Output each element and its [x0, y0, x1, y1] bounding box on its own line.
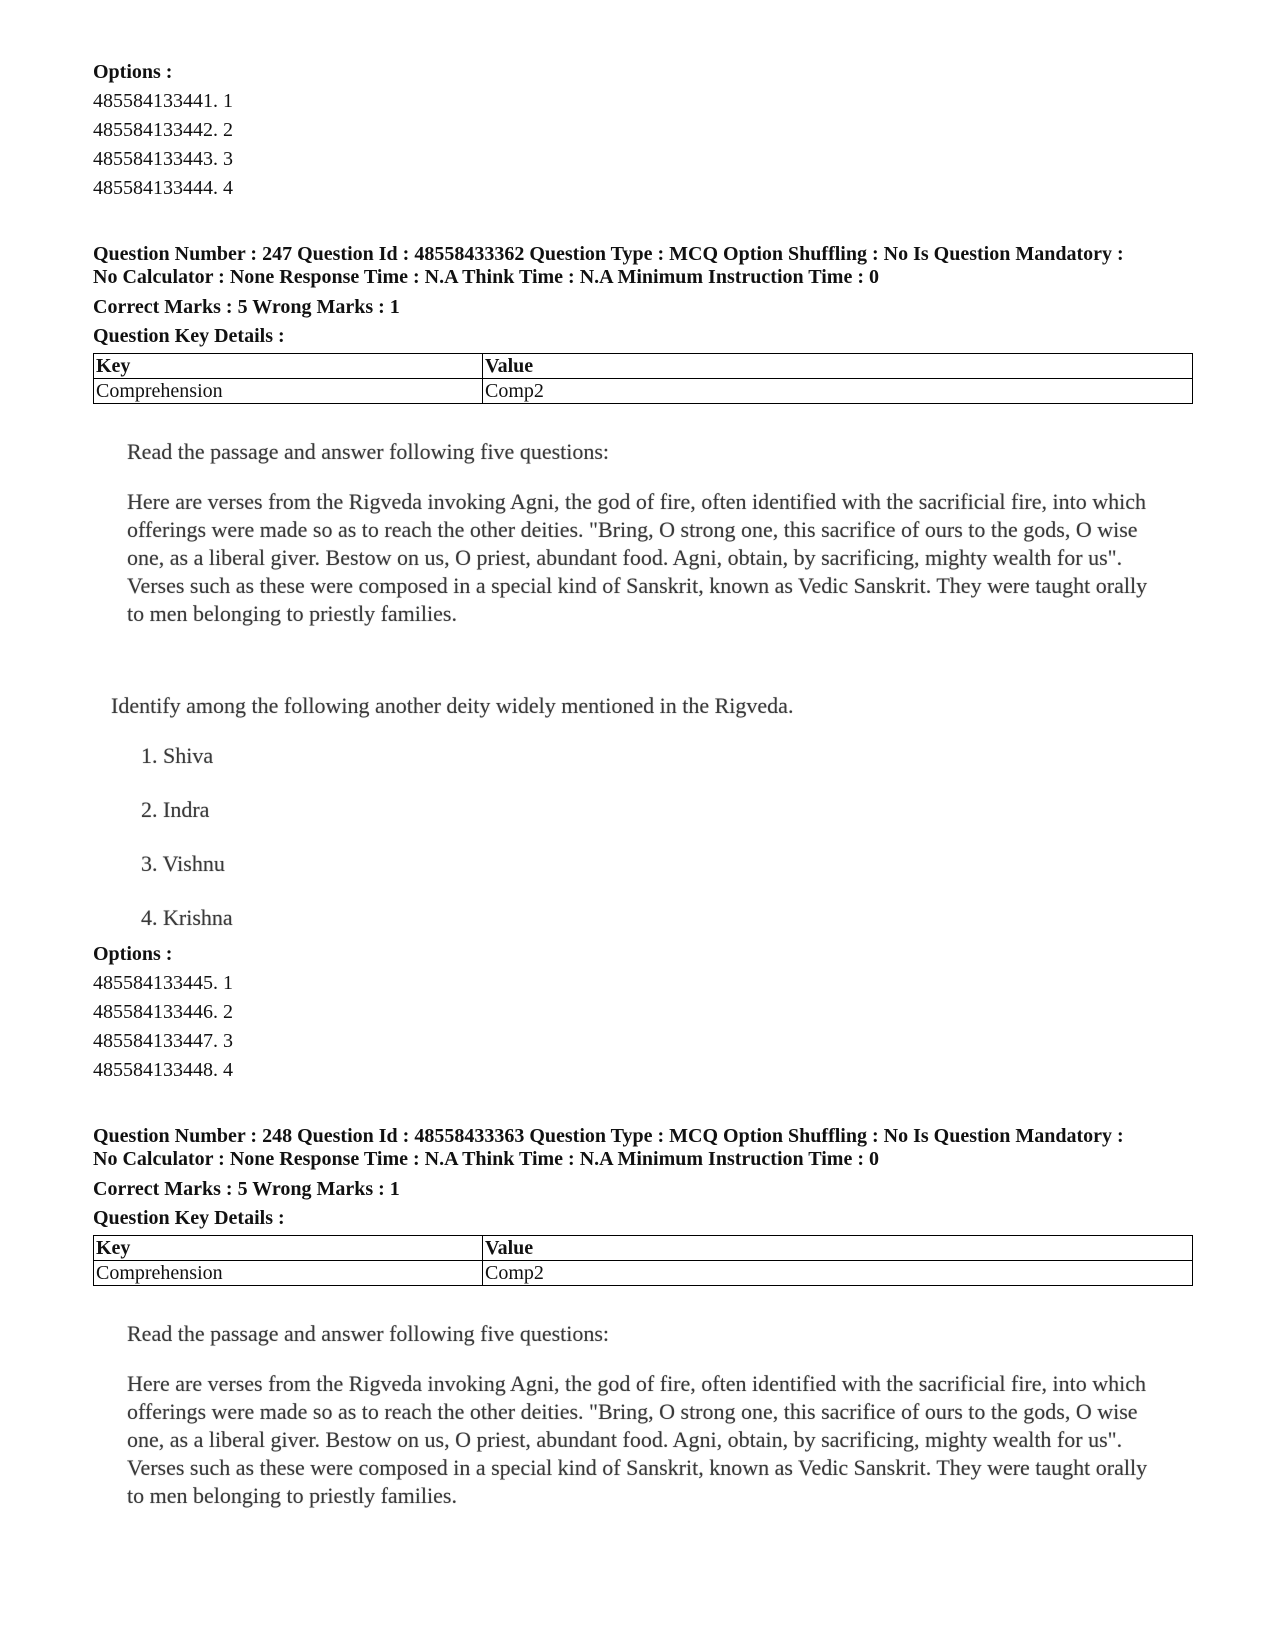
options-label: Options : [93, 61, 173, 83]
option-item: 485584133442. 2 [93, 119, 233, 141]
key-details-label: Question Key Details : [93, 325, 285, 347]
option-item: 485584133444. 4 [93, 177, 233, 199]
key-details-label: Question Key Details : [93, 1207, 285, 1229]
question-meta-line1: Question Number : 247 Question Id : 48558433362 Question Type : MCQ Option Shuffling : No Is Question Mandatory : [93, 243, 1124, 265]
answer-choice: 3. Vishnu [141, 851, 225, 876]
options-label: Options : [93, 943, 173, 965]
option-item: 485584133447. 3 [93, 1030, 233, 1052]
previous-options-list [93, 87, 1193, 203]
document-page [93, 58, 1193, 1510]
table-header-key: Key [94, 354, 483, 379]
key-details-table [93, 353, 1193, 404]
question-stem: Identify among the following another deity widely mentioned in the Rigveda. [111, 693, 794, 718]
question-247 [93, 243, 1193, 1085]
table-header-row [94, 354, 1193, 379]
table-header-value: Value [483, 1236, 1193, 1261]
table-header-value: Value [483, 354, 1193, 379]
options-list [93, 969, 1193, 1085]
table-row [94, 379, 1193, 404]
passage-intro: Read the passage and answer following five questions: [127, 1321, 610, 1346]
answer-choice: 2. Indra [141, 797, 210, 822]
table-cell-value: Comp2 [483, 1261, 1193, 1286]
question-meta-line2: No Calculator : None Response Time : N.A Think Time : N.A Minimum Instruction Time : 0 [93, 266, 879, 288]
key-details-table [93, 1235, 1193, 1286]
table-row [94, 1261, 1193, 1286]
table-cell-key: Comprehension [94, 379, 483, 404]
table-cell-value: Comp2 [483, 379, 1193, 404]
question-meta-line2: No Calculator : None Response Time : N.A Think Time : N.A Minimum Instruction Time : 0 [93, 1148, 879, 1170]
table-cell-key: Comprehension [94, 1261, 483, 1286]
answer-choice: 4. Krishna [141, 905, 233, 930]
passage-text: Here are verses from the Rigveda invoking Agni, the god of fire, often identified with the sacrificial fire, into which offerings were made so as to reach the other deities. "Bring, O strong one, this sacrifice of ours to the gods, O wise one, as a liberal giver. Bestow on us, O priest, abundant food. Agni, obtain, by sacrificing, mighty wealth for us". Verses such as these were composed in a special kind of Sanskrit, known as Vedic Sanskrit. They were taught orally to men belonging to priestly families. [127, 489, 1148, 626]
marks-line: Correct Marks : 5 Wrong Marks : 1 [93, 296, 400, 318]
table-header-row [94, 1236, 1193, 1261]
option-item: 485584133446. 2 [93, 1001, 233, 1023]
option-item: 485584133441. 1 [93, 90, 233, 112]
passage-intro: Read the passage and answer following five questions: [127, 439, 610, 464]
table-header-key: Key [94, 1236, 483, 1261]
option-item: 485584133443. 3 [93, 148, 233, 170]
answer-choice: 1. Shiva [141, 743, 214, 768]
marks-line: Correct Marks : 5 Wrong Marks : 1 [93, 1178, 400, 1200]
option-item: 485584133445. 1 [93, 972, 233, 994]
question-248 [93, 1125, 1193, 1510]
passage-text: Here are verses from the Rigveda invoking Agni, the god of fire, often identified with the sacrificial fire, into which offerings were made so as to reach the other deities. "Bring, O strong one, this sacrifice of ours to the gods, O wise one, as a liberal giver. Bestow on us, O priest, abundant food. Agni, obtain, by sacrificing, mighty wealth for us". Verses such as these were composed in a special kind of Sanskrit, known as Vedic Sanskrit. They were taught orally to men belonging to priestly families. [127, 1371, 1148, 1508]
answer-choices [141, 742, 1193, 932]
question-meta-line1: Question Number : 248 Question Id : 48558433363 Question Type : MCQ Option Shuffling : No Is Question Mandatory : [93, 1125, 1124, 1147]
option-item: 485584133448. 4 [93, 1059, 233, 1081]
